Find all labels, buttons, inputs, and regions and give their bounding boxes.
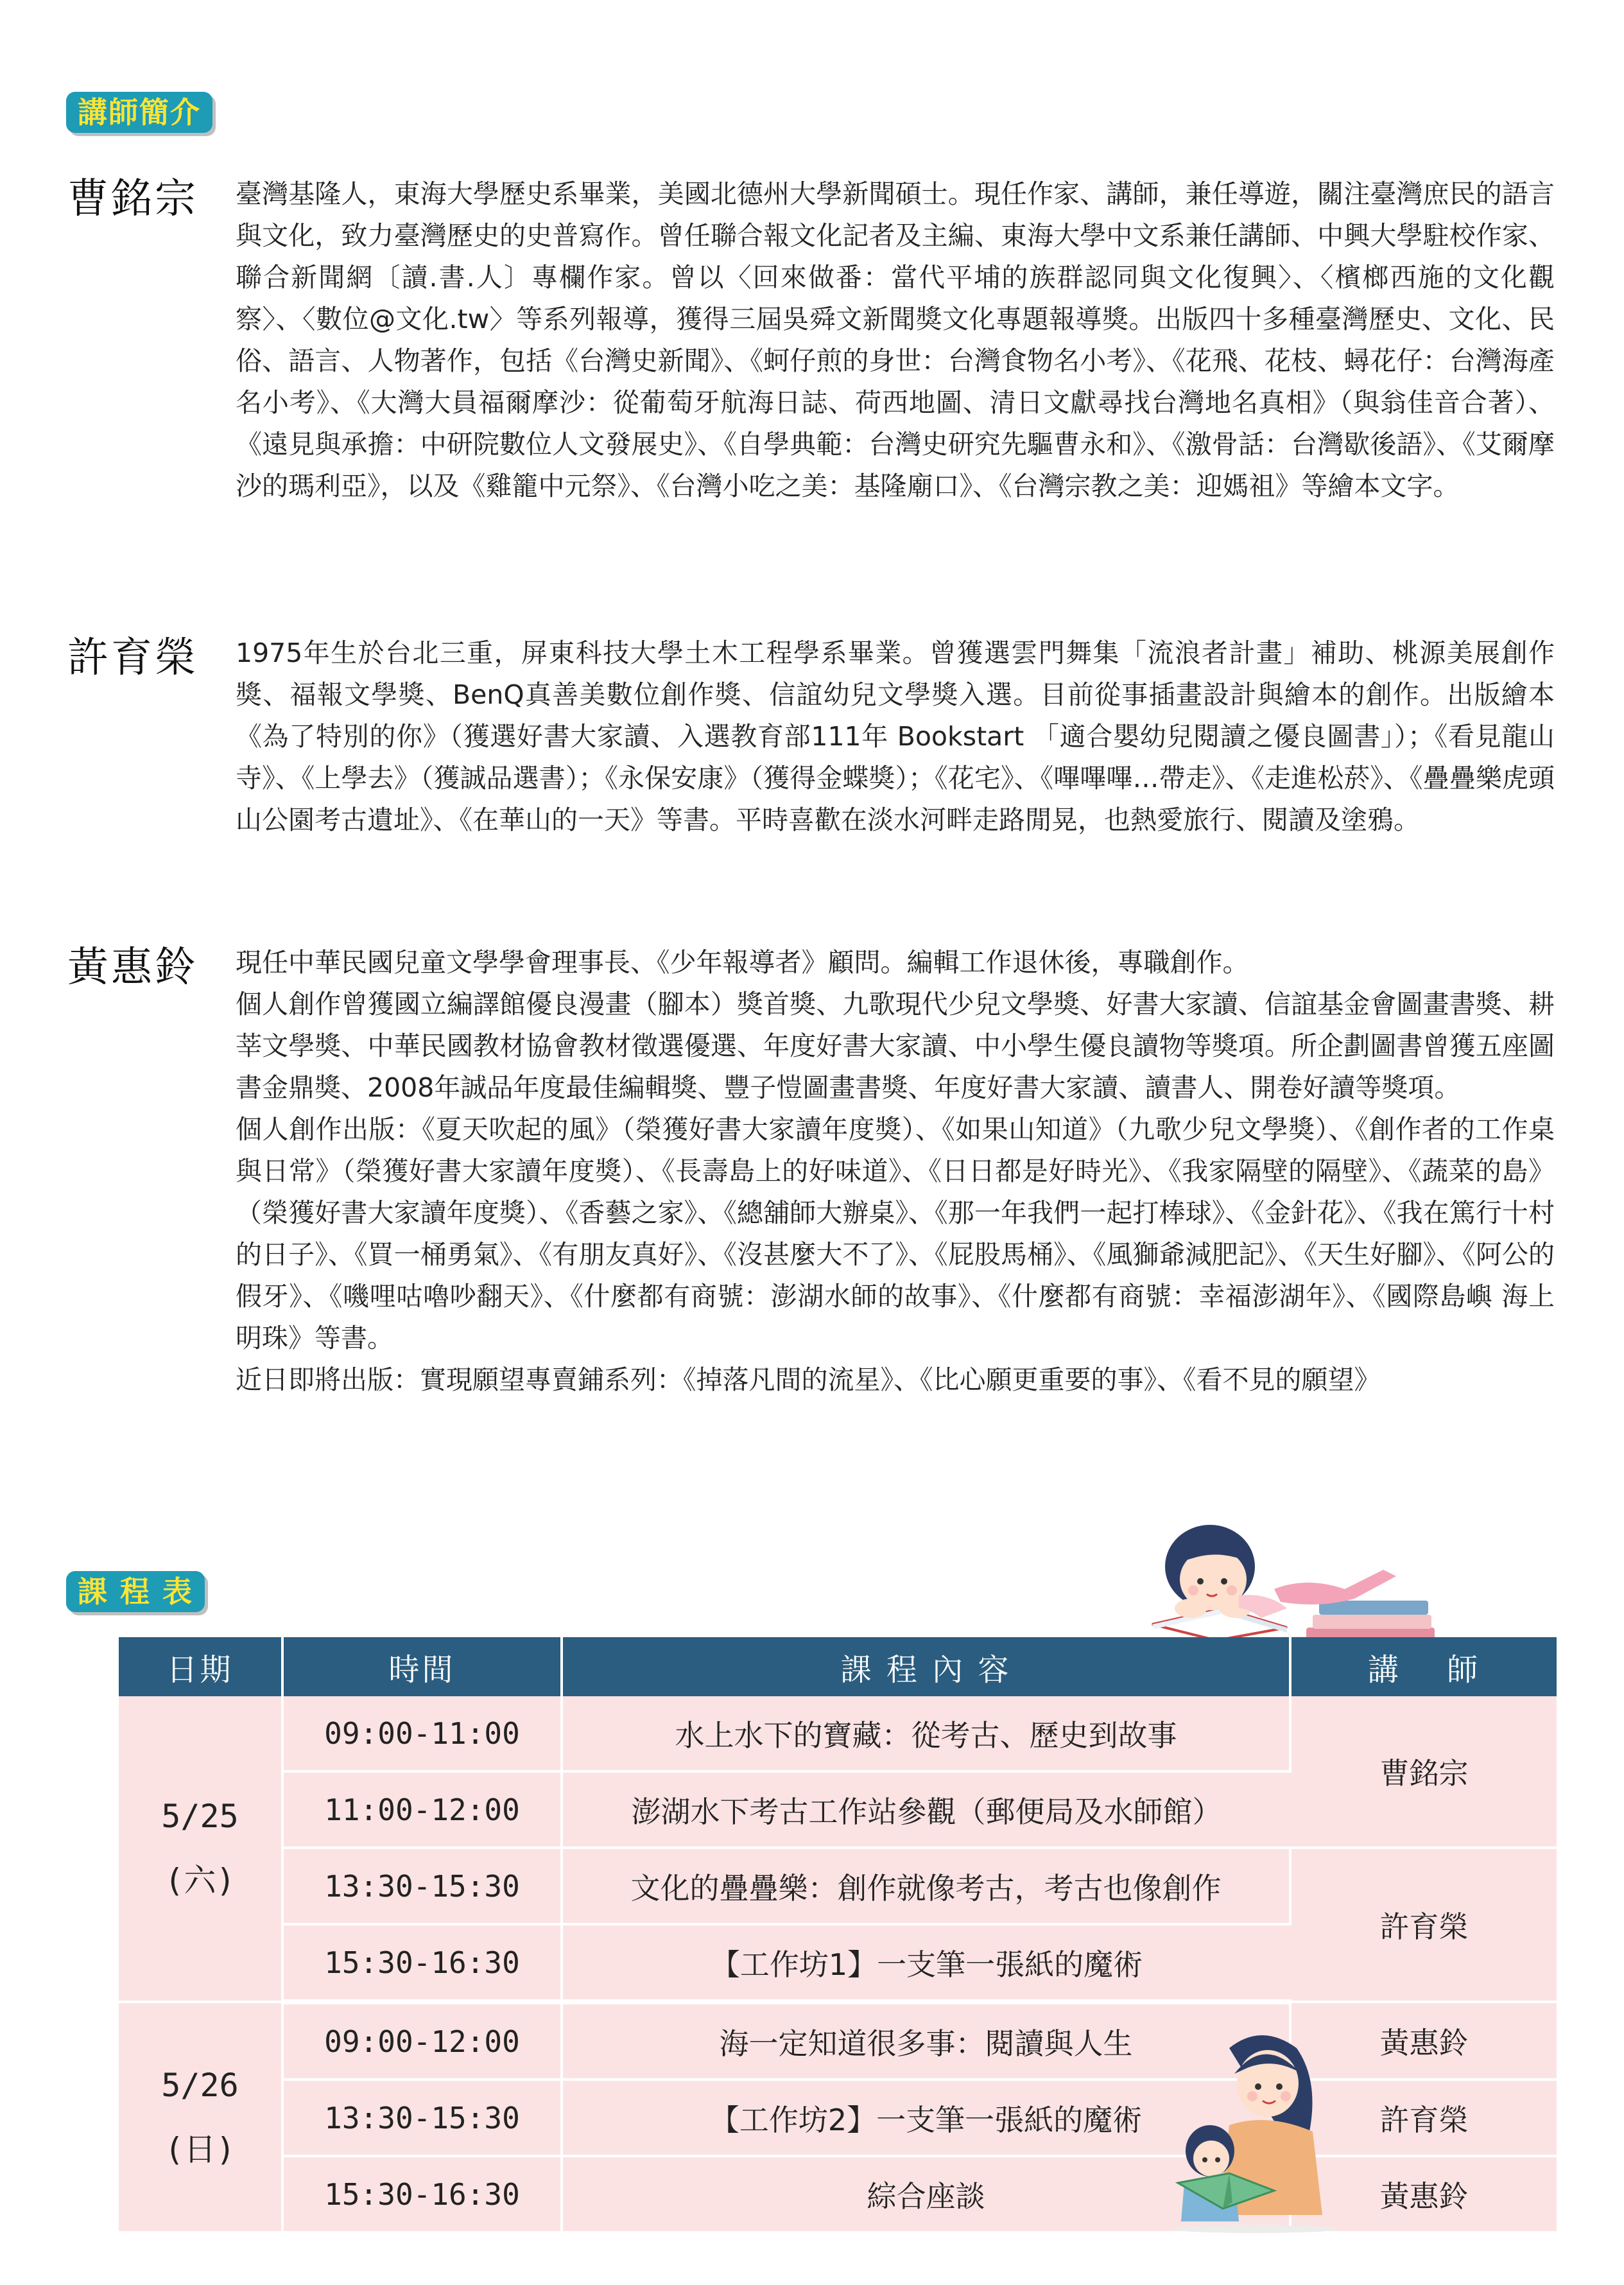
speaker-description [236, 942, 1555, 1401]
date-text: 5/25 [161, 1798, 239, 1835]
schedule-section-label: 課 程 表 [78, 1574, 194, 1609]
instructor-cell: 許育榮 [1290, 1848, 1557, 2002]
speaker-description [236, 173, 1555, 507]
speaker-paragraph: 1975年生於台北三重，屏東科技大學土木工程學系畢業。曾獲選雲門舞集「流浪者計畫」補助、桃源美展創作獎、福報文學獎、BenQ真善美數位創作獎、信誼幼兒文學獎入選。目前從事插畫設計與繪本的創作。出版繪本《為了特別的你》（獲選好書大家讀、入選教育部111年 Bookstart 「適合嬰幼兒閱讀之優良圖書」）；《看見龍山寺》、《上學去》（獲誠品選書）；《永保安康》（獲得金蝶獎）；《花宅》、《嗶嗶嗶…帶走》、《走進松菸》、《疊疊樂虎頭山公園考古遺址》、《在華山的一天》等書。平時喜歡在淡水河畔走路閒晃，也熱愛旅行、閱讀及塗鴉。 [236, 638, 1555, 835]
speakers-section-label: 講師簡介 [78, 95, 201, 130]
mother-child-reading-illustration [1159, 2022, 1351, 2234]
weekday-text: (日) [164, 2130, 236, 2168]
header-time: 時間 [282, 1637, 562, 1696]
table-header-row [119, 1637, 1557, 1696]
topic-cell: 【工作坊1】一支筆一張紙的魔術 [562, 1924, 1290, 2002]
topic-cell: 文化的疊疊樂：創作就像考古，考古也像創作 [562, 1848, 1290, 1924]
header-date: 日期 [119, 1637, 282, 1696]
time-cell: 13:30-15:30 [282, 2080, 562, 2156]
time-cell: 15:30-16:30 [282, 2156, 562, 2232]
time-cell: 09:00-11:00 [282, 1696, 562, 1771]
time-cell: 15:30-16:30 [282, 1924, 562, 2002]
topic-cell: 海一定知道很多事：閱讀與人生 [562, 2002, 1290, 2080]
date-text: 5/26 [161, 2066, 239, 2104]
date-cell [119, 2002, 282, 2232]
header-instructor: 講 師 [1290, 1637, 1557, 1696]
time-cell: 09:00-12:00 [282, 2002, 562, 2080]
time-cell: 11:00-12:00 [282, 1771, 562, 1848]
speaker-paragraph: 近日即將出版：實現願望專賣鋪系列：《掉落凡間的流星》、《比心願更重要的事》、《看不見的願望》 [236, 1364, 1381, 1395]
instructor-cell: 許育榮 [1290, 2080, 1557, 2156]
weekday-text: (六) [164, 1862, 236, 1899]
girl-reading-illustration [1114, 1512, 1447, 1644]
header-topic: 課 程 內 容 [562, 1637, 1290, 1696]
topic-cell: 澎湖水下考古工作站參觀（郵便局及水師館） [562, 1771, 1290, 1848]
topic-cell: 水上水下的寶藏：從考古、歷史到故事 [562, 1696, 1290, 1771]
instructor-cell: 黃惠鈴 [1290, 2156, 1557, 2232]
speaker-paragraph: 臺灣基隆人，東海大學歷史系畢業，美國北德州大學新聞碩士。現任作家、講師，兼任導遊，關注臺灣庶民的語言與文化，致力臺灣歷史的史普寫作。曾任聯合報文化記者及主編、東海大學中文系兼任講師、中興大學駐校作家、聯合新聞網〔讀.書.人〕專欄作家。曾以〈回來做番：當代平埔的族群認同與文化復興〉、〈檳榔西施的文化觀察〉、〈數位@文化.tw〉等系列報導，獲得三屆吳舜文新聞獎文化專題報導獎。出版四十多種臺灣歷史、文化、民俗、語言、人物著作，包括《台灣史新聞》、《蚵仔煎的身世：台灣食物名小考》、《花飛、花枝、蟳花仔：台灣海產名小考》、《大灣大員福爾摩沙：從葡萄牙航海日誌、荷西地圖、清日文獻尋找台灣地名真相》（與翁佳音合著）、《遠見與承擔：中研院數位人文發展史》、《自學典範：台灣史研究先驅曹永和》、《激骨話：台灣歇後語》、《艾爾摩沙的瑪利亞》，以及《雞籠中元祭》、《台灣小吃之美：基隆廟口》、《台灣宗教之美：迎媽祖》等繪本文字。 [236, 178, 1555, 501]
speaker-paragraph: 個人創作曾獲國立編譯館優良漫畫（腳本）獎首獎、九歌現代少兒文學獎、好書大家讀、信誼基金會圖畫書獎、耕莘文學獎、中華民國教材協會教材徵選優選、年度好書大家讀、中小學生優良讀物等獎項。所企劃圖書曾獲五座圖書金鼎獎、2008年誠品年度最佳編輯獎、豐子愷圖畫書獎、年度好書大家讀、讀書人、開卷好讀等獎項。 [236, 989, 1555, 1103]
instructor-cell: 曹銘宗 [1290, 1696, 1557, 1848]
schedule-section-tag [66, 1571, 205, 1612]
speaker-paragraph: 現任中華民國兒童文學學會理事長、《少年報導者》顧問。編輯工作退休後，專職創作。 [236, 947, 1249, 978]
date-cell [119, 1696, 282, 2002]
time-cell: 13:30-15:30 [282, 1848, 562, 1924]
table-row [119, 1848, 1557, 1924]
speaker-name: 黃惠鈴 [67, 944, 198, 991]
speakers-section-tag [66, 92, 212, 133]
topic-cell: 【工作坊2】一支筆一張紙的魔術 [562, 2080, 1290, 2156]
speaker-name: 曹銘宗 [67, 175, 198, 223]
topic-cell: 綜合座談 [562, 2156, 1290, 2232]
table-row [119, 1696, 1557, 1771]
speaker-description [236, 632, 1555, 841]
speaker-paragraph: 個人創作出版：《夏天吹起的風》（榮獲好書大家讀年度獎）、《如果山知道》（九歌少兒文學獎）、《創作者的工作桌與日常》（榮獲好書大家讀年度獎）、《長壽島上的好味道》、《日日都是好時光》、《我家隔壁的隔壁》、《蔬菜的島》（榮獲好書大家讀年度獎）、《香藝之家》、《總舖師大辦桌》、《那一年我們一起打棒球》、《金針花》、《我在篤行十村的日子》、《買一桶勇氣》、《有朋友真好》、《沒甚麼大不了》、《屁股馬桶》、《風獅爺減肥記》、《天生好腳》、《阿公的假牙》、《嘰哩咕嚕吵翻天》、《什麼都有商號：澎湖水師的故事》、《什麼都有商號：幸福澎湖年》、《國際島嶼 海上明珠》等書。 [236, 1114, 1555, 1353]
instructor-cell: 黃惠鈴 [1290, 2002, 1557, 2080]
speaker-name: 許育榮 [67, 634, 198, 682]
